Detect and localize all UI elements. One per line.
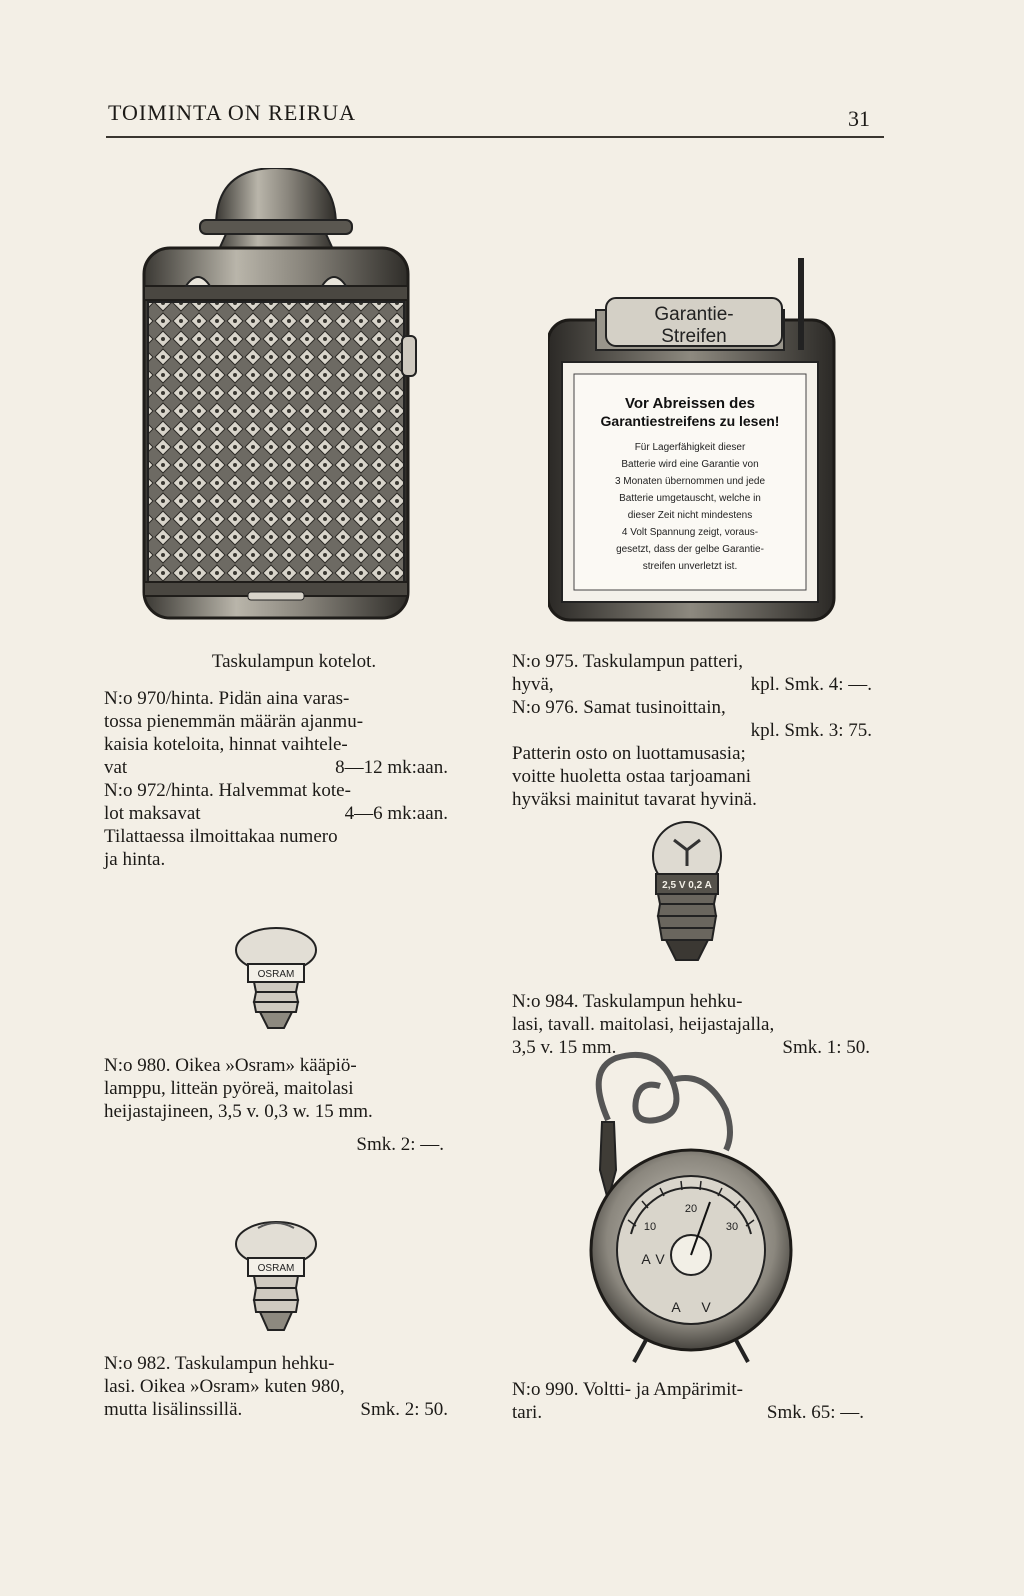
running-header: TOIMINTA ON REIRUA <box>108 100 357 125</box>
meter-caption <box>512 1378 864 1424</box>
meter-line-1: N:o 990. Voltti- ja Ampärimit- <box>512 1379 743 1400</box>
battery-price-976: kpl. Smk. 3: 75. <box>750 720 872 741</box>
meter-letter-a-bottom: A <box>671 1299 681 1315</box>
meter-scale-10: 10 <box>643 1221 657 1233</box>
bulb-982-line-2: lasi. Oikea »Osram» kuten 980, <box>104 1376 345 1397</box>
bulb-982-caption <box>104 1352 448 1421</box>
bulb-980-caption <box>104 1054 448 1156</box>
bulb-982-brand: OSRAM <box>257 1263 295 1274</box>
case-price-972: 4—6 mk:aan. <box>344 803 448 824</box>
label-body-4: Batterie umgetauscht, welche in <box>619 493 761 504</box>
garantie-streifen-line2: Streifen <box>661 326 727 347</box>
bulb-984-illustration <box>632 820 742 970</box>
case-line-2: tossa pienemmän määrän ajanmu- <box>104 711 364 732</box>
case-price-970: 8—12 mk:aan. <box>335 757 448 778</box>
bulb-982-price: Smk. 2: 50. <box>360 1399 448 1420</box>
case-line-7: Tilattaessa ilmoittakaa numero <box>104 826 338 847</box>
case-line-1: N:o 970/hinta. Pidän aina varas- <box>104 688 350 709</box>
battery-line-5: Patterin osto on luottamusasia; <box>512 743 746 764</box>
label-body-7: gesetzt, dass der gelbe Garantie- <box>616 544 764 555</box>
case-line-5: N:o 972/hinta. Halvemmat kote- <box>104 780 351 801</box>
bulb-984-spec: 3,5 v. 15 mm. <box>512 1037 617 1058</box>
case-vat: vat <box>104 757 128 778</box>
meter-letter-v-left: V <box>655 1251 665 1267</box>
bulb-980-brand: OSRAM <box>257 969 295 980</box>
bulb-984-marking: 2,5 V 0,2 A <box>662 880 712 891</box>
battery-caption <box>512 650 872 811</box>
bulb-982-illustration <box>226 1216 326 1346</box>
bulb-982-note: mutta lisälinssillä. <box>104 1399 243 1420</box>
battery-line-6: voitte huoletta ostaa tarjoamani <box>512 766 752 787</box>
meter-scale-20: 20 <box>684 1203 698 1215</box>
label-body-6: 4 Volt Spannung zeigt, voraus- <box>621 527 759 538</box>
bulb-984-line-2: lasi, tavall. maitolasi, heijastajalla, <box>512 1014 775 1035</box>
flashlight-case-illustration <box>136 168 436 628</box>
bulb-980-price: Smk. 2: —. <box>356 1134 444 1155</box>
label-heading-2: Garantiestreifens zu lesen! <box>600 413 780 429</box>
bulb-980-line-2: lamppu, litteän pyöreä, maitolasi <box>104 1078 354 1099</box>
header-rule <box>106 136 884 138</box>
case-line-3: kaisia koteloita, hinnat vaihtele- <box>104 734 348 755</box>
label-body-8: streifen unverletzt ist. <box>642 561 738 572</box>
meter-tari: tari. <box>512 1402 543 1423</box>
bulb-984-line-1: N:o 984. Taskulampun hehku- <box>512 991 743 1012</box>
label-body-2: Batterie wird eine Garantie von <box>621 459 759 470</box>
label-body-5: dieser Zeit nicht mindestens <box>627 510 753 521</box>
battery-line-2 <box>512 673 872 696</box>
case-heading: Taskulampun kotelot. <box>211 651 377 672</box>
battery-price-975: kpl. Smk. 4: —. <box>750 674 872 695</box>
meter-line-2 <box>512 1401 864 1424</box>
meter-price: Smk. 65: —. <box>766 1402 864 1423</box>
meter-scale-30: 30 <box>725 1221 739 1233</box>
bulb-984-caption <box>512 990 870 1059</box>
label-body-3: 3 Monaten übernommen und jede <box>614 476 766 487</box>
label-heading-1: Vor Abreissen des <box>624 395 756 412</box>
label-body-1: Für Lagerfähigkeit dieser <box>634 442 746 453</box>
battery-illustration <box>548 250 838 630</box>
bulb-982-line-1: N:o 982. Taskulampun hehku- <box>104 1353 335 1374</box>
battery-hyva: hyvä, <box>512 674 554 695</box>
case-caption <box>104 650 448 871</box>
case-line-4 <box>104 756 448 779</box>
bulb-980-line-1: N:o 980. Oikea »Osram» kääpiö- <box>104 1055 357 1076</box>
case-line-6 <box>104 802 448 825</box>
bulb-980-line-3: heijastajineen, 3,5 v. 0,3 w. 15 mm. <box>104 1101 373 1122</box>
garantie-streifen-line1: Garantie- <box>654 304 734 325</box>
battery-line-1: N:o 975. Taskulampun patteri, <box>512 651 744 672</box>
battery-line-7: hyväksi mainitut tavarat hyvinä. <box>512 789 757 810</box>
bulb-984-price: Smk. 1: 50. <box>782 1037 870 1058</box>
meter-letter-a-left: A <box>641 1251 651 1267</box>
bulb-982-line-3 <box>104 1398 448 1421</box>
page-number: 31 <box>848 106 870 131</box>
bulb-980-illustration <box>226 922 326 1042</box>
meter-letter-v-bottom: V <box>701 1299 711 1315</box>
volt-ampere-meter-illustration <box>576 1050 796 1370</box>
case-line-8: ja hinta. <box>104 849 166 870</box>
case-lot: lot maksavat <box>104 803 201 824</box>
battery-line-3: N:o 976. Samat tusinoittain, <box>512 697 726 718</box>
